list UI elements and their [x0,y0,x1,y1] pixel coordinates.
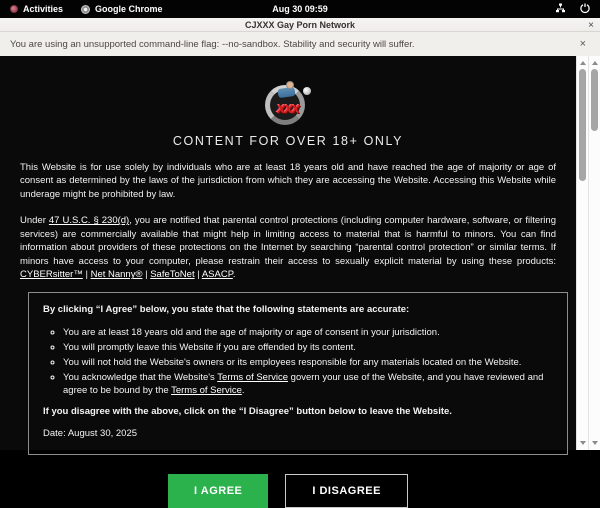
para2-prefix: Under [20,215,49,227]
network-icon[interactable] [555,3,566,15]
gnome-topbar [0,0,600,18]
tos-bullet-part: govern your use of the Website, and you have reviewed and agree to be bound by the [63,372,544,397]
agreement-bullet: ◦ You will promptly leave this Website if you are offended by its content. [63,341,553,354]
agreement-bullet: ◦ You will not hold the Website's owners or its employees responsible for any materials located on the Website. [63,356,553,369]
tos-bullet-part: You acknowledge that the Website's [63,372,218,384]
product-separator: | [142,269,151,281]
agreement-intro: By clicking “I Agree” below, you state that the following statements are accurate: [43,303,410,315]
logo-xxx-text: xxx [276,100,300,117]
activities-label: Activities [23,4,64,14]
agree-button[interactable]: I AGREE [168,474,268,508]
terms-of-service-link[interactable]: Terms of Service [217,372,289,384]
flag-warning-text: You are using an unsupported command-line flag: --no-sandbox. Stability and security will suffer. [10,38,415,50]
agreement-list [43,326,553,398]
scroll-down-icon[interactable] [580,441,586,445]
site-logo [262,81,314,127]
activities-button[interactable] [10,4,63,14]
disagree-button[interactable]: I DISAGREE [285,474,408,508]
usc-230d-link[interactable]: 47 U.S.C. § 230(d) [48,215,130,227]
power-icon[interactable] [580,3,590,15]
window-title: CJXXX Gay Porn Network [244,19,356,30]
clock[interactable]: Aug 30 09:59 [272,4,328,14]
safetonet-link[interactable]: SafeToNet [150,269,195,281]
age-statement-paragraph: This Website is for use solely by individuals who are at least 18 years old and have reached the age of majority or age of consent as determined by the laws of the jurisdiction from which they are accessing the Website. Accessing this Website while underage might be prohibited by law. [20,162,556,200]
chrome-icon [81,5,90,14]
window-close-icon[interactable]: × [588,19,594,31]
flag-warning-banner [0,32,600,56]
agreement-box [28,292,568,455]
logo-figure-head-icon [286,81,294,89]
page-content [0,56,576,497]
scroll-up-icon[interactable] [580,61,586,65]
window-titlebar [0,18,600,32]
window-scrollbar[interactable] [588,56,600,450]
scroll-down-icon[interactable] [592,441,598,445]
terms-of-service-link[interactable]: Terms of Service [171,385,242,397]
chrome-taskbar-item[interactable] [81,4,163,14]
para2-body: , you are notified that parental control protections (including computer hardware, software, or filtering services) are commercially available that might help in limiting access to material that is harmful to minors. You can find information about providers of these protections on the Internet by searching “parental control protection” or similar terms. If minors have access to your computer, please restrain their access to sexually explicit material by using these products: [20,215,556,267]
disagree-instruction: If you disagree with the above, click on the “I Disagree” button below to leave the Website. [43,406,452,418]
tos-bullet-part: . [241,385,245,397]
page-title: CONTENT FOR OVER 18+ ONLY [172,134,404,148]
product-separator: | [194,269,202,281]
consent-buttons-row [0,474,576,508]
agreement-bullet: ◦ You are at least 18 years old and the age of majority or age of consent in your jurisdiction. [63,326,553,339]
scroll-up-icon[interactable] [592,61,598,65]
product-separator: | [82,269,91,281]
logo-dot-icon [303,87,311,95]
para2-end: . [232,269,236,281]
agreement-bullet-tos [63,371,553,397]
parental-controls-paragraph [20,214,556,281]
page-scrollbar-thumb[interactable] [579,69,586,181]
infobar-close-icon[interactable]: × [579,38,586,50]
chrome-taskbar-label: Google Chrome [95,4,163,14]
asacp-link[interactable]: ASACP [201,269,233,281]
date-line: Date: August 30, 2025 [43,428,138,440]
activities-indicator-icon [10,5,18,13]
netnanny-link[interactable]: Net Nanny® [90,269,143,281]
cybersitter-link[interactable]: CYBERsitter™ [20,269,83,281]
window-scrollbar-thumb[interactable] [591,69,598,131]
page-scrollbar[interactable] [576,56,588,450]
